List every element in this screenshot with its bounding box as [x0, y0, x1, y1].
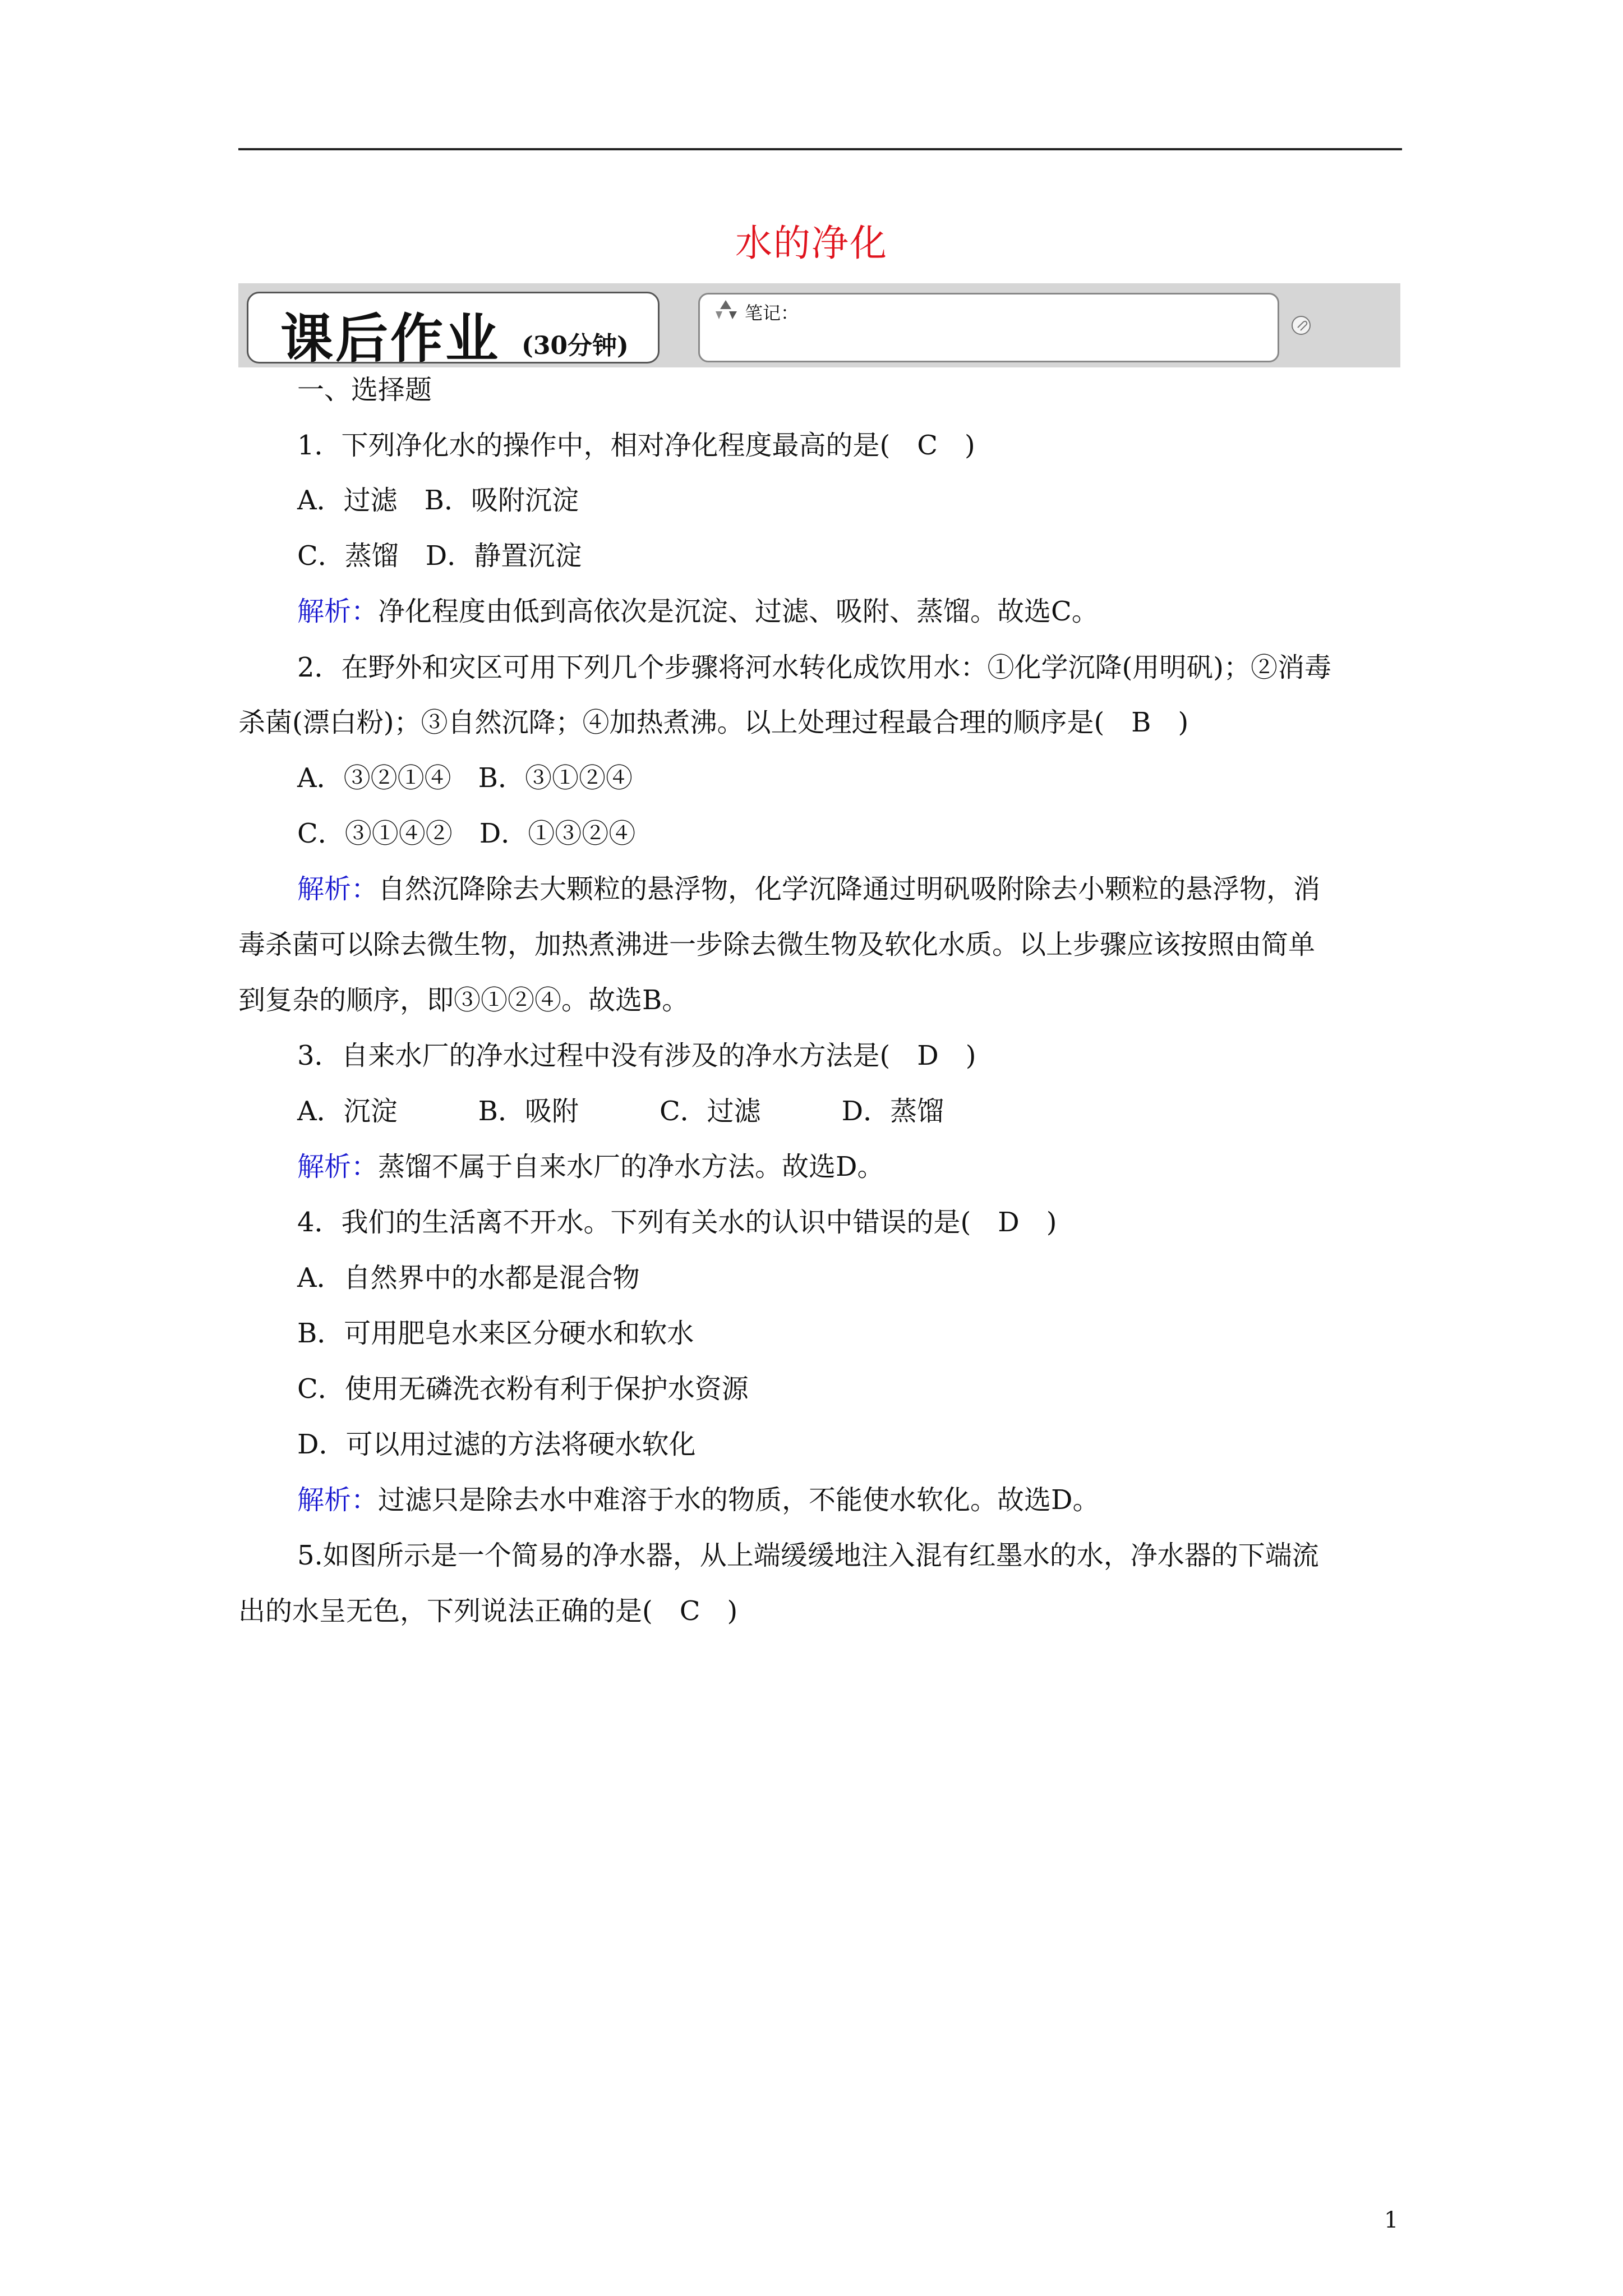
question-2-analysis: [297, 872, 1320, 906]
page-title: 水的净化: [735, 222, 888, 265]
question-2-option-row: A．③②①④ B．③①②④: [297, 762, 633, 794]
analysis-label: 解析：: [297, 873, 379, 905]
question-3-option-row: A．沉淀 B．吸附 C．过滤 D．蒸馏: [297, 1096, 944, 1127]
analysis-label: 解析：: [297, 1151, 379, 1182]
question-2-analysis-cont: 毒杀菌可以除去微生物，加热煮沸进一步除去微生物及软化水质。以上步骤应该按照由简单: [238, 929, 1316, 960]
question-2-option-row: C．③①④② D．①③②④: [297, 818, 636, 849]
question-2-analysis-cont: 到复杂的顺序，即③①②④。故选B。: [238, 984, 689, 1016]
recycle-icon: [712, 299, 739, 321]
paperclip-icon: [1290, 314, 1312, 337]
question-4-analysis: [297, 1483, 1100, 1517]
question-1-option-row: A．过滤 B．吸附沉淀: [297, 485, 579, 516]
question-4-option: D．可以用过滤的方法将硬水软化: [297, 1429, 696, 1460]
header-rule: [238, 148, 1402, 150]
page-number: 1: [1384, 2207, 1399, 2233]
analysis-text: 自然沉降除去大颗粒的悬浮物，化学沉降通过明矾吸附除去小颗粒的悬浮物，消: [378, 873, 1321, 905]
notes-label: 笔记：: [745, 302, 799, 324]
question-4-option: C．使用无磷洗衣粉有利于保护水资源: [297, 1373, 749, 1405]
question-4-stem: 4．我们的生活离不开水。下列有关水的认识中错误的是( D ): [297, 1207, 1057, 1238]
question-1-stem: 1．下列净化水的操作中，相对净化程度最高的是( C ): [297, 430, 975, 461]
question-5-stem-cont: 出的水呈无色，下列说法正确的是( C ): [238, 1595, 738, 1627]
analysis-text: 蒸馏不属于自来水厂的净水方法。故选D。: [378, 1151, 884, 1182]
analysis-label: 解析：: [297, 596, 379, 627]
analysis-text: 净化程度由低到高依次是沉淀、过滤、吸附、蒸馏。故选C。: [378, 596, 1099, 627]
question-1-analysis: [297, 595, 1099, 628]
question-4-option: A．自然界中的水都是混合物: [297, 1262, 640, 1294]
question-3-analysis: [297, 1150, 884, 1184]
question-2-stem-cont: 杀菌(漂白粉)；③自然沉降；④加热煮沸。以上处理过程最合理的顺序是( B ): [238, 707, 1189, 738]
analysis-label: 解析：: [297, 1484, 379, 1516]
question-3-stem: 3．自来水厂的净水过程中没有涉及的净水方法是( D ): [297, 1040, 976, 1071]
question-5-stem: 5.如图所示是一个简易的净水器，从上端缓缓地注入混有红墨水的水，净水器的下端流: [297, 1540, 1319, 1571]
homework-time: (30分钟): [522, 332, 629, 360]
question-1-option-row: C．蒸馏 D．静置沉淀: [297, 540, 582, 572]
question-2-stem: 2．在野外和灾区可用下列几个步骤将河水转化成饮用水：①化学沉降(用明矾)；②消毒: [297, 652, 1331, 683]
question-4-option: B．可用肥皂水来区分硬水和软水: [297, 1318, 694, 1349]
analysis-text: 过滤只是除去水中难溶于水的物质，不能使水软化。故选D。: [378, 1484, 1100, 1516]
homework-title: 课后作业: [280, 309, 501, 370]
section-heading: 一、选择题: [297, 374, 432, 406]
